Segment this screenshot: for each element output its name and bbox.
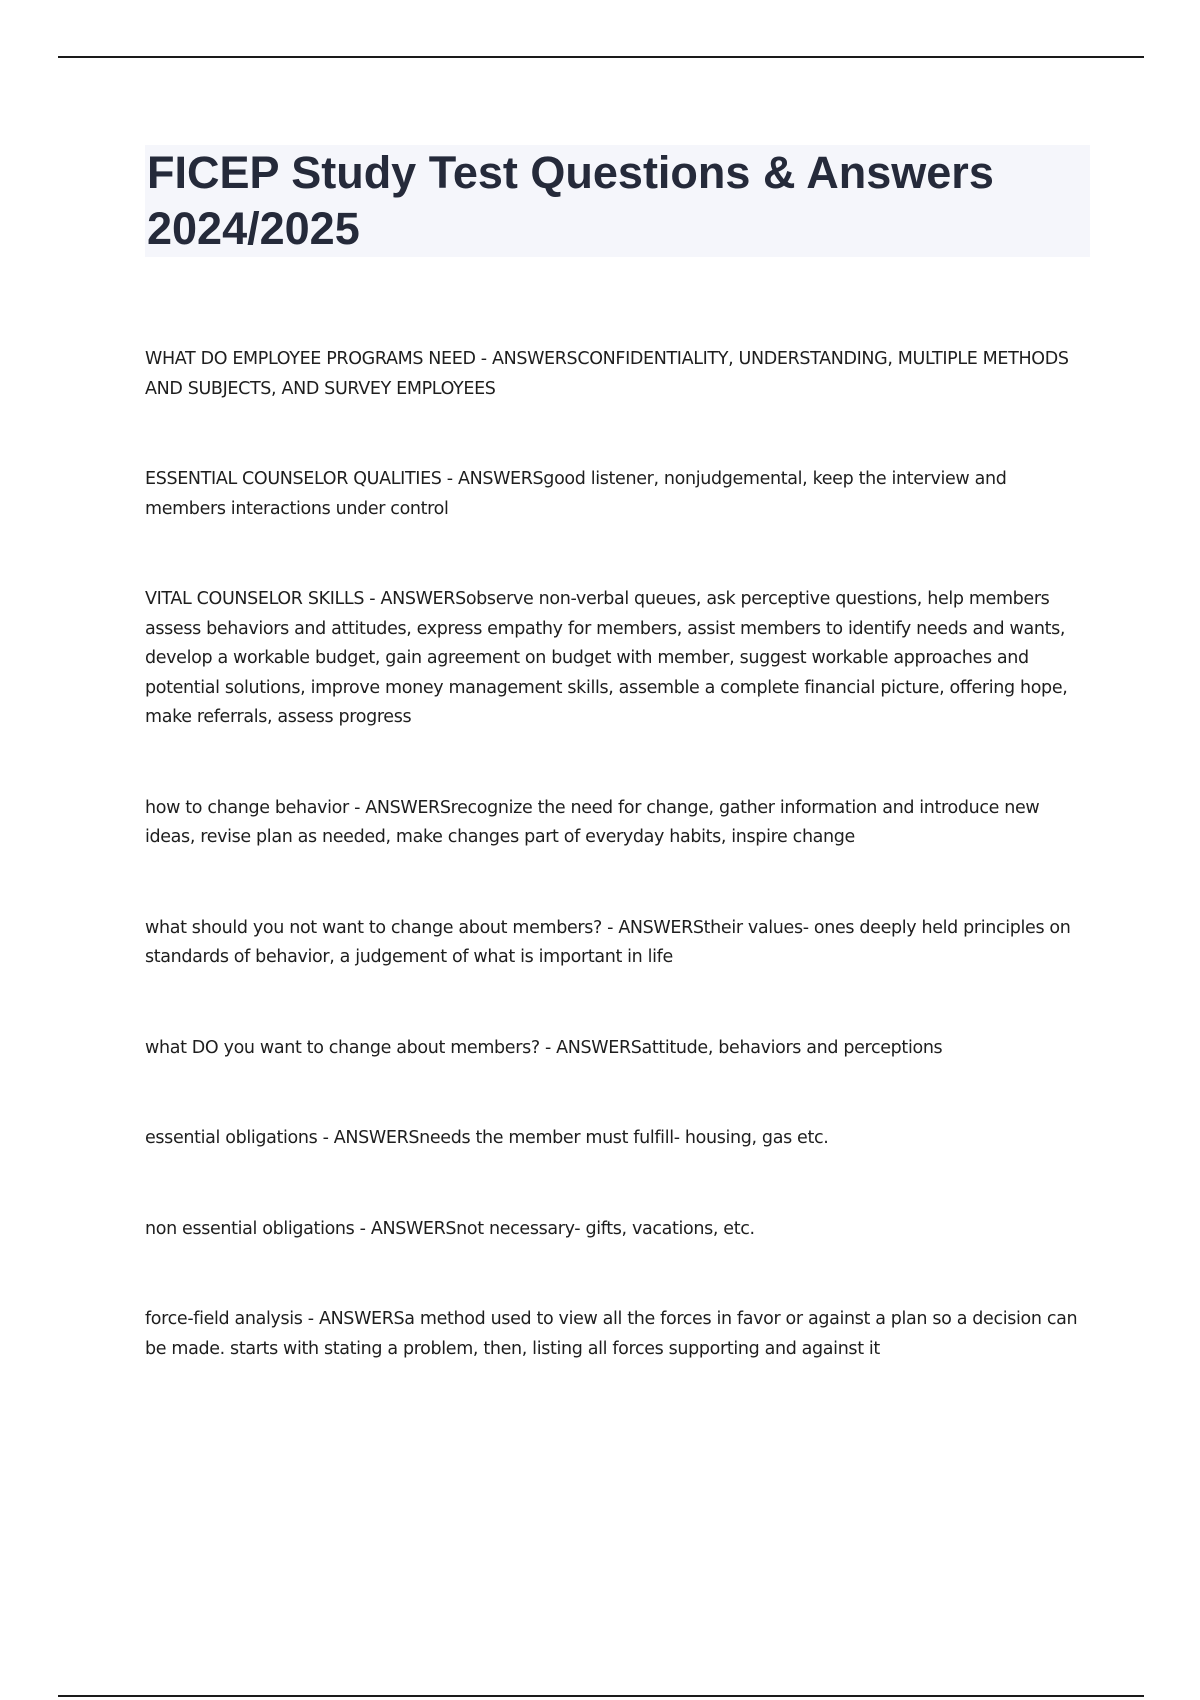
qa-item-counselor-qualities: ESSENTIAL COUNSELOR QUALITIES - ANSWERSgood listener, nonjudgemental, keep the interview and members interactions under control	[145, 469, 1007, 519]
qa-item-employee-programs: WHAT DO EMPLOYEE PROGRAMS NEED - ANSWERSCONFIDENTIALITY, UNDERSTANDING, MULTIPLE METHODS AND SUBJECTS, AND SURVEY EMPLOYEES	[145, 349, 1069, 399]
bottom-rule	[58, 1695, 1144, 1697]
qa-item-counselor-skills: VITAL COUNSELOR SKILLS - ANSWERSobserve non-verbal queues, ask perceptive questions, help members assess behaviors and attitudes, express empathy for members, assist members to identify needs and wants, develop a workable budget, gain agreement on budget with member, suggest workable approaches and potential solutions, improve money management skills, assemble a complete financial picture, offering hope, make referrals, assess progress	[145, 589, 1068, 727]
qa-item-force-field-analysis: force-field analysis - ANSWERSa method used to view all the forces in favor or against a plan so a decision can be made. starts with stating a problem, then, listing all forces supporting and against it	[145, 1309, 1078, 1359]
page-title: FICEP Study Test Questions & Answers 2024/2025	[147, 147, 994, 254]
qa-item-do-change: what DO you want to change about members? - ANSWERSattitude, behaviors and perceptions	[145, 1037, 943, 1058]
top-rule	[58, 56, 1144, 58]
title-block	[145, 145, 1090, 257]
qa-item-essential-obligations: essential obligations - ANSWERSneeds the member must fulfill- housing, gas etc.	[145, 1128, 829, 1148]
qa-item-not-change: what should you not want to change about members? - ANSWERStheir values- ones deeply held principles on standards of behavior, a judgement of what is important in life	[145, 917, 1071, 967]
qa-item-change-behavior: how to change behavior - ANSWERSrecognize the need for change, gather information and introduce new ideas, revise plan as needed, make changes part of everyday habits, inspire change	[145, 797, 1040, 847]
qa-item-non-essential-obligations: non essential obligations - ANSWERSnot necessary- gifts, vacations, etc.	[145, 1218, 755, 1239]
qa-list	[145, 345, 1090, 1425]
